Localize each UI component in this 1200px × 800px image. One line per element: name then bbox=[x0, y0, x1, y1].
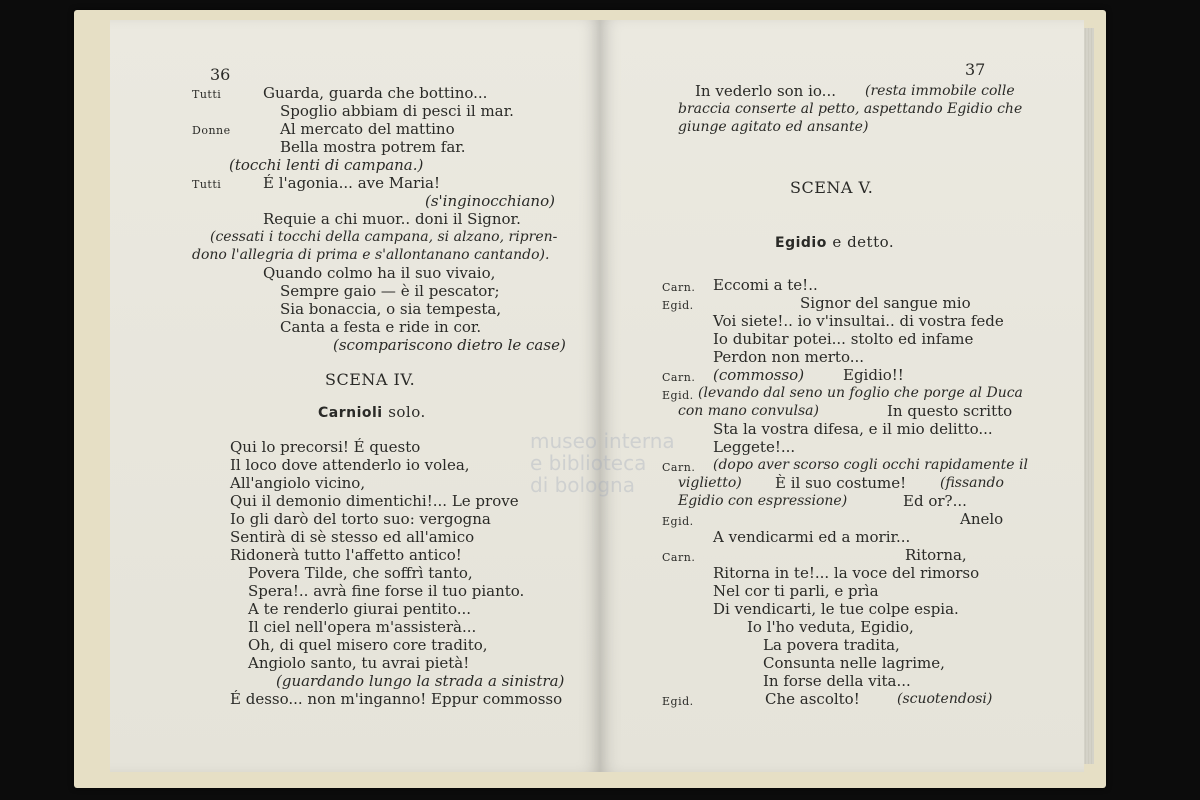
verse-line: Povera Tilde, che soffrì tanto, bbox=[248, 564, 473, 582]
verse-line: Angiolo santo, tu avrai pietà! bbox=[248, 654, 470, 672]
scene-title: SCENA IV. bbox=[325, 370, 416, 389]
scene-character: Egidio bbox=[775, 235, 827, 251]
stage-direction: viglietto) bbox=[678, 475, 742, 491]
verse-line: Consunta nelle lagrime, bbox=[763, 654, 945, 672]
left-page bbox=[110, 20, 600, 772]
speaker-egid: Egid. bbox=[662, 389, 694, 402]
stage-direction: (levando dal seno un foglio che porge al Duca bbox=[698, 385, 1023, 401]
stage-direction: (resta immobile colle bbox=[865, 83, 1015, 99]
stage-direction: (cessati i tocchi della campana, si alzano, ripren- bbox=[210, 229, 558, 245]
verse-line: Spera!.. avrà fine forse il tuo pianto. bbox=[248, 582, 525, 600]
stage-direction: (dopo aver scorso cogli occhi rapidamente il bbox=[713, 457, 1028, 473]
verse-line: Egidio!! bbox=[843, 366, 904, 384]
verse-line: Spoglio abbiam di pesci il mar. bbox=[280, 102, 514, 120]
stage-direction: braccia conserte al petto, aspettando Egidio che bbox=[678, 101, 1023, 117]
speaker-egid: Egid. bbox=[662, 695, 694, 708]
watermark-line: di bologna bbox=[530, 473, 635, 497]
verse-line: Ridonerà tutto l'affetto antico! bbox=[230, 546, 462, 564]
verse-line: Oh, di quel misero core tradito, bbox=[248, 636, 488, 654]
verse-line: Voi siete!.. io v'insultai.. di vostra fede bbox=[713, 312, 1004, 330]
stage-direction: (guardando lungo la strada a sinistra) bbox=[276, 672, 565, 690]
scene-character-note: solo. bbox=[388, 403, 426, 421]
verse-line: La povera tradita, bbox=[763, 636, 900, 654]
stage-direction: giunge agitato ed ansante) bbox=[678, 119, 869, 135]
stage-direction: con mano convulsa) bbox=[678, 403, 819, 419]
verse-line: Sia bonaccia, o sia tempesta, bbox=[280, 300, 502, 318]
stage-direction: Egidio con espressione) bbox=[678, 493, 848, 509]
verse-line: Il ciel nell'opera m'assisterà... bbox=[248, 618, 477, 636]
speaker-egid: Egid. bbox=[662, 515, 694, 528]
scene-character-note: e detto. bbox=[832, 233, 895, 251]
verse-line: Eccomi a te!.. bbox=[713, 276, 818, 294]
verse-line: All'angiolo vicino, bbox=[230, 474, 366, 492]
verse-line: Al mercato del mattino bbox=[280, 120, 455, 138]
speaker-carn: Carn. bbox=[662, 551, 696, 564]
verse-line: Quando colmo ha il suo vivaio, bbox=[263, 264, 496, 282]
verse-line: Requie a chi muor.. doni il Signor. bbox=[263, 210, 521, 228]
verse-line: Il loco dove attenderlo io volea, bbox=[230, 456, 470, 474]
verse-line: A te renderlo giurai pentito... bbox=[248, 600, 472, 618]
verse-line: Che ascolto! bbox=[765, 690, 860, 708]
speaker-tutti: Tutti bbox=[192, 178, 222, 191]
verse-line: Perdon non merto... bbox=[713, 348, 865, 366]
verse-line: Sentirà di sè stesso ed all'amico bbox=[230, 528, 475, 546]
verse-line: Nel cor ti parli, e prìa bbox=[713, 582, 879, 600]
page-edges bbox=[1084, 28, 1094, 764]
verse-line: Anelo bbox=[960, 510, 1004, 528]
verse-line: Ritorna in te!... la voce del rimorso bbox=[713, 564, 980, 582]
watermark-line: museo interna bbox=[530, 429, 675, 453]
verse-line: In forse della vita... bbox=[763, 672, 911, 690]
verse-line: In questo scritto bbox=[887, 402, 1013, 420]
verse-line: É l'agonia... ave Maria! bbox=[263, 174, 440, 192]
speaker-carn: Carn. bbox=[662, 461, 696, 474]
stage-direction: (s'inginocchiano) bbox=[425, 192, 555, 210]
page-number: 37 bbox=[965, 60, 986, 79]
verse-line: Io l'ho veduta, Egidio, bbox=[747, 618, 914, 636]
verse-line: Signor del sangue mio bbox=[800, 294, 971, 312]
verse-line: In vederlo son io... bbox=[695, 82, 836, 100]
verse-line: Qui lo precorsi! É questo bbox=[230, 438, 421, 456]
stage-direction: dono l'allegria di prima e s'allontanano cantando). bbox=[192, 247, 550, 263]
watermark-line: e biblioteca bbox=[530, 451, 647, 475]
verse-line: È il suo costume! bbox=[775, 474, 907, 492]
verse-line: Bella mostra potrem far. bbox=[280, 138, 466, 156]
verse-line: Sta la vostra difesa, e il mio delitto... bbox=[713, 420, 993, 438]
scene-character-line bbox=[318, 402, 426, 421]
verse-line: Leggete!... bbox=[713, 438, 796, 456]
scene-character: Carnioli bbox=[318, 405, 383, 421]
speaker-egid: Egid. bbox=[662, 299, 694, 312]
verse-line: Canta a festa e ride in cor. bbox=[280, 318, 482, 336]
verse-line: Qui il demonio dimentichi!... Le prove bbox=[230, 492, 519, 510]
speaker-donne: Donne bbox=[192, 124, 231, 137]
stage-direction: (tocchi lenti di campana.) bbox=[229, 156, 424, 174]
verse-line: Ed or?... bbox=[903, 492, 967, 510]
scene-title: SCENA V. bbox=[790, 178, 874, 197]
verse-line: Io dubitar potei... stolto ed infame bbox=[713, 330, 974, 348]
verse-line: Ritorna, bbox=[905, 546, 967, 564]
speaker-carn: Carn. bbox=[662, 281, 696, 294]
verse-line: Guarda, guarda che bottino... bbox=[263, 84, 488, 102]
speaker-carn: Carn. bbox=[662, 371, 696, 384]
stage-direction: (fissando bbox=[940, 475, 1004, 491]
stage-direction: (scompariscono dietro le case) bbox=[333, 336, 566, 354]
verse-line: A vendicarmi ed a morir... bbox=[713, 528, 911, 546]
verse-line: É desso... non m'inganno! Eppur commosso bbox=[230, 690, 563, 708]
verse-line: Di vendicarti, le tue colpe espia. bbox=[713, 600, 959, 618]
page-number: 36 bbox=[210, 65, 231, 84]
stage-direction: (scuotendosi) bbox=[897, 691, 993, 707]
verse-line: Io gli darò del torto suo: vergogna bbox=[230, 510, 491, 528]
speaker-tutti: Tutti bbox=[192, 88, 222, 101]
stage-direction: (commosso) bbox=[713, 366, 805, 384]
scene-character-line bbox=[775, 232, 894, 251]
verse-line: Sempre gaio — è il pescator; bbox=[280, 282, 500, 300]
right-page bbox=[600, 20, 1084, 772]
